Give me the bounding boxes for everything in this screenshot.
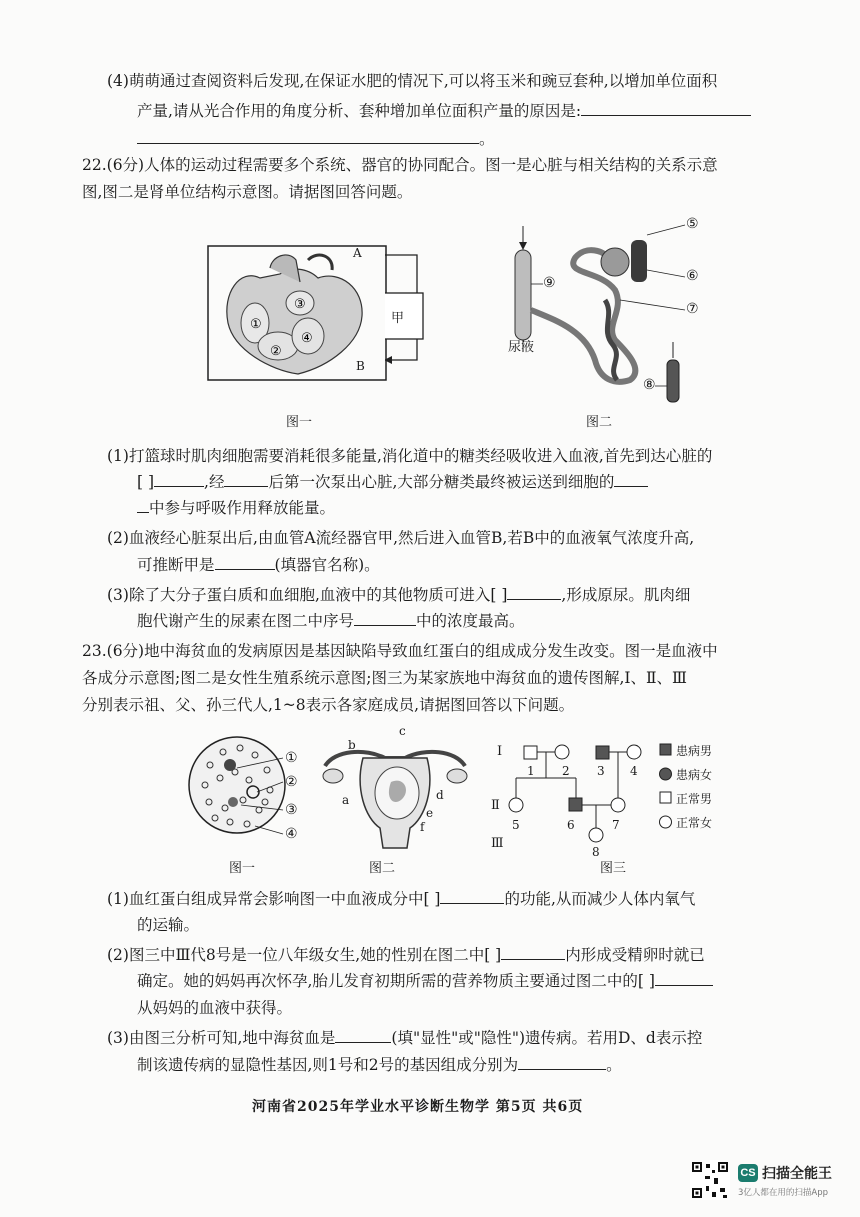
answer-blank xyxy=(137,125,479,144)
blood-label-2: ② xyxy=(285,774,298,790)
organ-jia-label: 甲 xyxy=(391,311,405,326)
answer-blank xyxy=(581,97,751,116)
answer-blank xyxy=(224,468,268,487)
legend-normal-female: 正常女 xyxy=(676,816,713,830)
q22-3-text-d: 中的浓度最高。 xyxy=(416,612,525,630)
member-1-label: 1 xyxy=(527,764,535,778)
q22-header-line1: 22.(6分)人体的运动过程需要多个系统、器官的协同配合。图一是心脏与相关结构的关系示意 xyxy=(82,156,718,174)
q22-2-text-a: 可推断甲是 xyxy=(137,556,215,574)
arteriole xyxy=(631,240,647,282)
camscanner-logo: CS xyxy=(738,1164,758,1182)
renal-vein xyxy=(667,360,679,402)
q22-fig2-caption: 图二 xyxy=(586,415,613,430)
member-2-normal-female xyxy=(555,745,569,759)
nephron-diagram xyxy=(505,220,715,405)
q21-4-end: 。 xyxy=(479,130,495,148)
vessel-a-label: A xyxy=(353,246,362,260)
q23-1-line2: 的运输。 xyxy=(137,916,200,934)
answer-blank xyxy=(215,551,275,570)
bracket-blank: [ ] xyxy=(137,473,155,491)
generation-1-label: Ⅰ xyxy=(497,744,503,759)
repro-label-f: f xyxy=(420,820,425,834)
member-5-normal-female xyxy=(509,798,523,812)
q23-3-text-d: 。 xyxy=(606,1056,622,1074)
kidney-label-9: ⑨ xyxy=(543,275,556,291)
ovary-right xyxy=(447,769,467,783)
q22-1-text-b: ,经 xyxy=(204,473,225,491)
repro-label-d: d xyxy=(436,788,444,802)
q21-4-line2-text: 产量,请从光合作用的角度分析、套种增加单位面积产量的原因是: xyxy=(137,102,582,120)
answer-blank xyxy=(440,885,504,904)
q22-3-line2 xyxy=(137,606,525,636)
member-6-affected-male xyxy=(569,798,582,811)
generation-2-label: Ⅱ xyxy=(491,798,500,813)
q23-fig3-caption: 图三 xyxy=(600,861,627,876)
kidney-label-8: ⑧ xyxy=(643,377,656,393)
member-2-label: 2 xyxy=(562,764,570,778)
q22-2-line2 xyxy=(137,550,380,580)
heart-label-1: ① xyxy=(250,317,262,332)
q23-fig2-caption: 图二 xyxy=(369,861,396,876)
q23-2-text-c: 确定。她的妈妈再次怀孕,胎儿发育初期所需的营养物质主要通过图二中的[ ] xyxy=(137,972,655,990)
q23-fig1-caption: 图一 xyxy=(229,861,256,876)
kidney-label-7: ⑦ xyxy=(686,301,699,317)
member-7-label: 7 xyxy=(612,818,620,832)
pedigree-chart xyxy=(490,740,660,860)
answer-blank xyxy=(507,581,561,600)
reproductive-diagram xyxy=(315,728,475,853)
kidney-label-6: ⑥ xyxy=(686,268,699,284)
heart-label-3: ③ xyxy=(294,297,306,312)
camscanner-name: 扫描全能王 xyxy=(762,1166,832,1182)
answer-blank xyxy=(354,607,416,626)
q22-1-line1: (1)打篮球时肌肉细胞需要消耗很多能量,消化道中的糖类经吸收进入血液,首先到达心脏的 xyxy=(107,447,713,465)
repro-label-e: e xyxy=(426,806,434,820)
q21-4-line2 xyxy=(137,96,751,126)
legend-affected-female: 患病女 xyxy=(676,768,713,782)
q22-header-line2: 图,图二是肾单位结构示意图。请据图回答问题。 xyxy=(82,183,413,201)
q23-3-line2 xyxy=(137,1050,622,1080)
answer-blank xyxy=(518,1051,606,1070)
collecting-duct xyxy=(515,250,531,340)
white-blood-cell xyxy=(224,759,236,771)
q23-3-text-c: 制该遗传病的显隐性基因,则1号和2号的基因组成分别为 xyxy=(137,1056,519,1074)
generation-3-label: Ⅲ xyxy=(491,836,504,851)
vessel-b-label: B xyxy=(356,359,365,373)
answer-blank xyxy=(614,468,648,487)
repro-label-a: a xyxy=(342,793,350,807)
q22-3-text-c: 胞代谢产生的尿素在图二中序号 xyxy=(137,612,355,630)
member-5-label: 5 xyxy=(512,818,520,832)
legend-normal-male: 正常男 xyxy=(676,792,713,806)
affected-female-legend-icon xyxy=(660,768,672,780)
ovary-left xyxy=(323,769,343,783)
urine-label: 尿液 xyxy=(508,340,535,355)
q23-1-text-b: 的功能,从而减少人体内氧气 xyxy=(504,890,696,908)
q23-2-text-b: 内形成受精卵时就已 xyxy=(565,946,705,964)
member-3-label: 3 xyxy=(597,764,605,778)
q22-1-text-d: 中参与呼吸作用释放能量。 xyxy=(149,499,336,517)
qr-code-icon xyxy=(690,1160,730,1200)
q23-header-line1: 23.(6分)地中海贫血的发病原因是基因缺陷导致血红蛋白的组成成分发生改变。图一是血液中 xyxy=(82,642,718,660)
member-3-affected-male xyxy=(596,746,609,759)
answer-blank xyxy=(154,468,204,487)
kidney-label-5: ⑤ xyxy=(686,216,699,232)
q22-3-text-a: (3)除了大分子蛋白质和血细胞,血液中的其他物质可进入[ ] xyxy=(107,586,508,604)
q21-4-line1: (4)萌萌通过查阅资料后发现,在保证水肥的情况下,可以将玉米和豌豆套种,以增加单位面积 xyxy=(107,72,718,90)
q22-2-text-b: (填器官名称)。 xyxy=(274,556,380,574)
member-8-normal-female xyxy=(589,828,603,842)
answer-blank xyxy=(655,967,713,986)
glomerulus xyxy=(601,248,629,276)
q23-3-text-b: (填"显性"或"隐性")遗传病。若用D、d表示控 xyxy=(391,1029,703,1047)
heart-icon xyxy=(227,255,362,374)
q23-3-text-a: (3)由图三分析可知,地中海贫血是 xyxy=(107,1029,336,1047)
member-8-label: 8 xyxy=(592,845,600,859)
heart-label-2: ② xyxy=(270,344,282,359)
member-7-normal-female xyxy=(611,798,625,812)
q23-1-text-a: (1)血红蛋白组成异常会影响图一中血液成分中[ ] xyxy=(107,890,441,908)
normal-male-legend-icon xyxy=(660,792,671,803)
blood-sample-circle xyxy=(189,737,285,833)
q22-3-text-b: ,形成原尿。肌肉细 xyxy=(561,586,691,604)
answer-blank xyxy=(335,1024,391,1043)
q22-1-text-c: 后第一次泵出心脏,大部分糖类最终被运送到细胞的 xyxy=(268,473,615,491)
member-1-normal-male xyxy=(524,746,537,759)
heart-label-4: ④ xyxy=(301,331,313,346)
q22-1-line3 xyxy=(137,493,335,523)
pedigree-legend-symbols xyxy=(658,742,674,837)
q23-header-line3: 分别表示祖、父、孙三代人,1~8表示各家庭成员,请据图回答以下问题。 xyxy=(82,696,575,714)
q23-2-line2 xyxy=(137,966,713,996)
repro-label-b: b xyxy=(348,738,356,752)
answer-blank xyxy=(501,941,565,960)
q23-2-line3: 从妈妈的血液中获得。 xyxy=(137,999,293,1017)
member-4-normal-female xyxy=(627,745,641,759)
normal-female-legend-icon xyxy=(660,816,672,828)
q23-header-line2: 各成分示意图;图二是女性生殖系统示意图;图三为某家族地中海贫血的遗传图解,Ⅰ、Ⅱ、Ⅲ xyxy=(82,669,687,687)
blood-label-4: ④ xyxy=(285,826,298,842)
q23-2-text-a: (2)图三中Ⅲ代8号是一位八年级女生,她的性别在图二中[ ] xyxy=(107,946,502,964)
member-6-label: 6 xyxy=(567,818,575,832)
page-footer: 河南省2025年学业水平诊断生物学 第5页 共6页 xyxy=(252,1099,584,1115)
blood-label-1: ① xyxy=(285,750,298,766)
q23-3-line1 xyxy=(107,1023,702,1053)
q22-fig1-caption: 图一 xyxy=(286,415,313,430)
answer-blank xyxy=(137,494,149,513)
q22-2-line1: (2)血液经心脏泵出后,由血管A流经器官甲,然后进入血管B,若B中的血液氧气浓度升高, xyxy=(107,529,695,547)
blood-label-3: ③ xyxy=(285,802,298,818)
affected-male-legend-icon xyxy=(660,744,671,755)
repro-label-c: c xyxy=(399,724,406,738)
member-4-label: 4 xyxy=(630,764,638,778)
legend-affected-male: 患病男 xyxy=(676,744,713,758)
camscanner-tagline: 3亿人都在用的扫描App xyxy=(738,1188,829,1198)
